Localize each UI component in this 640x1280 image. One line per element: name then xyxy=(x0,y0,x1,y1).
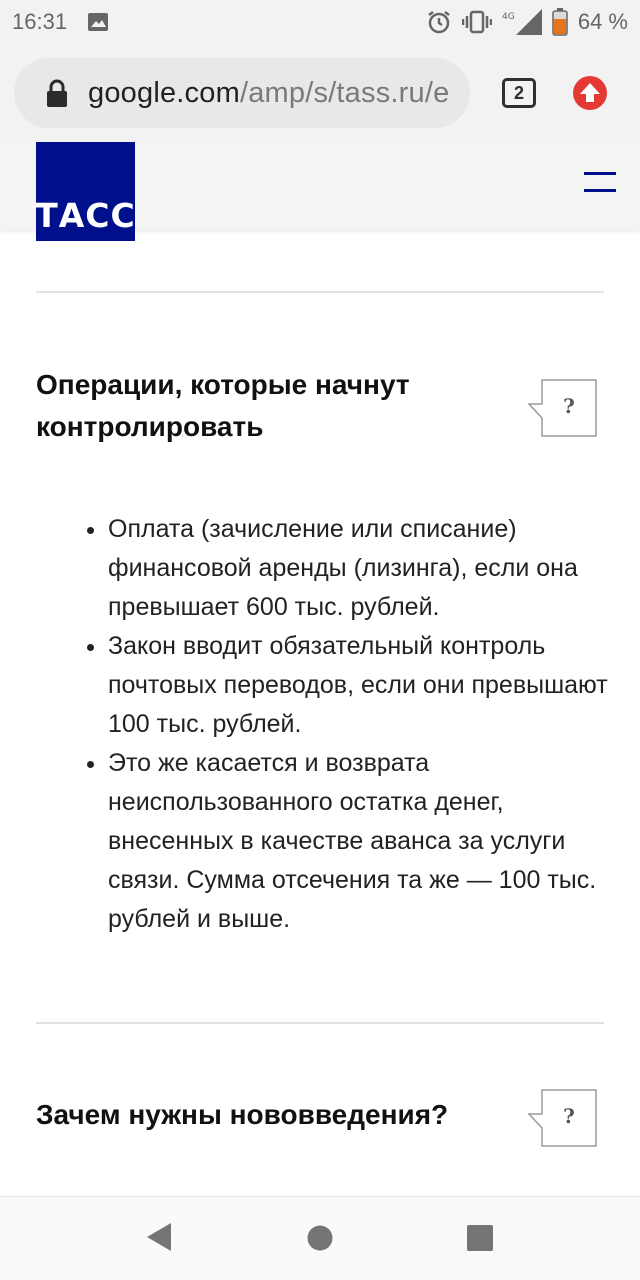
vibrate-icon xyxy=(462,10,492,34)
tass-logo[interactable] xyxy=(36,142,135,241)
question-mark: ? xyxy=(563,394,575,418)
question-button[interactable] xyxy=(526,1088,598,1148)
url-path: /amp/s/tass.ru/e xyxy=(239,76,450,109)
back-icon[interactable] xyxy=(145,1221,173,1253)
status-time: 16:31 xyxy=(12,9,68,34)
section-title-line: контролировать xyxy=(36,411,264,442)
question-mark: ? xyxy=(563,1104,575,1128)
url-text[interactable] xyxy=(88,77,449,110)
tab-switcher-button[interactable] xyxy=(502,78,536,108)
navigation-bar xyxy=(0,1196,640,1280)
logo-text: ТАСС xyxy=(35,196,136,235)
browser-toolbar xyxy=(0,44,640,142)
section-title: Зачем нужны нововведения? xyxy=(36,1099,449,1130)
battery-icon xyxy=(552,8,568,36)
url-domain: google.com xyxy=(88,76,240,109)
section-divider xyxy=(36,1022,604,1024)
home-icon[interactable] xyxy=(307,1225,333,1251)
section-title xyxy=(36,364,496,448)
network-label: 4G xyxy=(501,12,515,22)
list-item: • Это же касается и возврата неиспользованного остатка денег, внесенных в качестве аванса за услуги связи. Сумма отсечения та же — 100 тыс. рублей и выше. xyxy=(108,744,608,939)
list-item: • Закон вводит обязательный контроль почтовых переводов, если они превышают 100 тыс. рублей. xyxy=(108,627,608,744)
signal-icon xyxy=(502,9,542,35)
status-bar xyxy=(0,0,640,44)
address-bar[interactable] xyxy=(14,58,470,128)
list-item: • Оплата (зачисление или списание) финансовой аренды (лизинга), если она превышает 600 тыс. рублей. xyxy=(108,510,608,627)
battery-percent: 64 % xyxy=(577,9,628,34)
site-header xyxy=(0,142,640,235)
update-icon[interactable] xyxy=(573,76,607,110)
tab-count: 2 xyxy=(513,82,524,103)
image-icon xyxy=(87,12,109,32)
hamburger-icon[interactable] xyxy=(584,170,616,194)
section-divider xyxy=(36,291,604,293)
alarm-icon xyxy=(426,9,452,35)
bullet-list xyxy=(78,510,608,939)
recents-icon[interactable] xyxy=(466,1224,494,1252)
lock-icon xyxy=(44,78,70,108)
question-button[interactable] xyxy=(526,378,598,438)
section-title-line: Операции, которые начнут xyxy=(36,369,410,400)
